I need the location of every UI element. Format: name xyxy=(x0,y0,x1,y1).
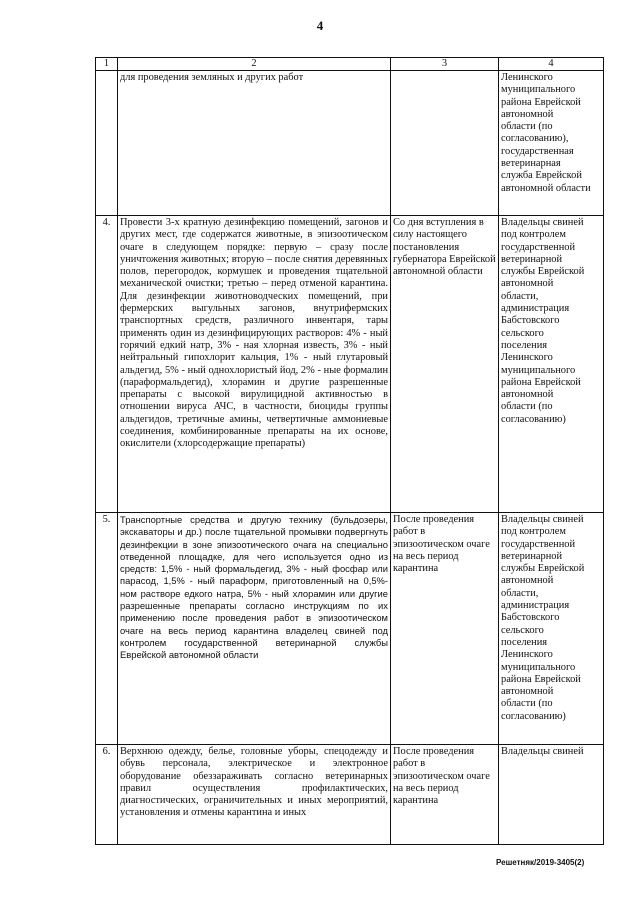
executors-cell xyxy=(499,513,604,745)
executor-line: Владельцы свиней xyxy=(501,746,584,757)
table-row xyxy=(96,513,604,745)
executor-line: Бабстовского xyxy=(501,612,560,624)
executor-line: Владельцы свиней xyxy=(501,514,584,525)
executor-line: государственная xyxy=(501,145,574,157)
header-cell: 4 xyxy=(499,58,604,71)
executor-line: согласованию) xyxy=(501,413,566,425)
executor-line: согласованию) xyxy=(501,710,566,722)
term-cell: Со дня вступления в силу настоящего постановления губернатора Еврейской автономной области xyxy=(391,216,499,513)
executor-line: сельского xyxy=(501,624,544,636)
executor-line: Владельцы свиней xyxy=(501,217,584,228)
table-row xyxy=(96,216,604,513)
header-cell: 2 xyxy=(118,58,391,71)
executor-line: ветеринарной xyxy=(501,550,563,562)
executor-line: ветеринарной xyxy=(501,253,563,265)
executor-line: Бабстовского xyxy=(501,315,560,327)
action-cell: Верхнюю одежду, белье, головные уборы, спецодежду и обувь персонала, электрическое и электронное оборудование обеззараживать согласно ветеринарных правил осуществления профилактических, диагностических, ограничительных и иных мероприятий, установления и отмены карантина и иных xyxy=(118,745,391,845)
row-number: 5. xyxy=(96,513,118,745)
action-cell: для проведения земляных и других работ xyxy=(118,71,391,216)
action-cell: Транспортные средства и другую технику (бульдозеры, экскаваторы и др.) после тщательной промывки подвергнуть дезинфекции в зоне эпизоотического очага на специально отведенной площадке, для чего используется одно из средств: 1,5% - ный формальдегид, 3% - ный фосфар или парасод, 1,5% - ный параформ, приготовленный на 0,5%-ном растворе едкого натра, 5% - ный хлорамин или другие разрешенные препараты согласно инструкциям по их применению после проведения работ в эпизоотическом очаге на весь период карантина владелец свиней под контролем государственной ветеринарной службы Еврейской автономной области xyxy=(118,513,391,745)
executor-line: области (по xyxy=(501,121,553,133)
term-cell xyxy=(391,71,499,216)
header-cell: 1 xyxy=(96,58,118,71)
executor-line: администрация xyxy=(501,303,570,315)
row-number: 4. xyxy=(96,216,118,513)
executor-line: автономной xyxy=(501,389,554,401)
row-number: 6. xyxy=(96,745,118,845)
executor-line: согласованию), xyxy=(501,133,569,145)
row-number xyxy=(96,71,118,216)
executor-line: службы Еврейской xyxy=(501,266,585,278)
document-code: Решетняк/2019-3405(2) xyxy=(496,858,585,867)
table-header-row xyxy=(96,58,604,71)
executor-line: муниципального xyxy=(501,84,576,96)
executor-line: автономной области xyxy=(501,182,591,194)
executor-line: области (по xyxy=(501,698,553,710)
executor-line: администрация xyxy=(501,600,570,612)
executor-line: области, xyxy=(501,587,539,599)
executor-line: ветеринарная xyxy=(501,158,561,170)
executors-cell xyxy=(499,216,604,513)
executor-line: автономной xyxy=(501,108,554,120)
executor-line: района Еврейской xyxy=(501,96,581,108)
table-row xyxy=(96,745,604,845)
executor-line: муниципального xyxy=(501,661,576,673)
executor-line: района Еврейской xyxy=(501,376,581,388)
executor-line: Ленинского xyxy=(501,649,553,661)
executor-line: Ленинского xyxy=(501,72,553,83)
executor-line: под контролем xyxy=(501,229,566,241)
header-cell: 3 xyxy=(391,58,499,71)
executor-line: под контролем xyxy=(501,526,566,538)
executor-line: государственной xyxy=(501,241,576,253)
executor-line: Ленинского xyxy=(501,352,553,364)
executor-line: автономной xyxy=(501,575,554,587)
page-number: 4 xyxy=(316,18,324,33)
term-cell: После проведения работ в эпизоотическом очаге на весь период карантина xyxy=(391,513,499,745)
executors-cell xyxy=(499,71,604,216)
executor-line: сельского xyxy=(501,327,544,339)
measures-table xyxy=(95,57,604,845)
executors-cell xyxy=(499,745,604,845)
executor-line: поселения xyxy=(501,636,548,648)
term-cell: После проведения работ в эпизоотическом очаге на весь период карантина xyxy=(391,745,499,845)
executor-line: муниципального xyxy=(501,364,576,376)
executor-line: области (по xyxy=(501,401,553,413)
executor-line: государственной xyxy=(501,538,576,550)
executor-line: автономной xyxy=(501,278,554,290)
executor-line: автономной xyxy=(501,686,554,698)
executor-line: службы Еврейской xyxy=(501,563,585,575)
executor-line: области, xyxy=(501,290,539,302)
executor-line: служба Еврейской xyxy=(501,170,582,182)
action-cell: Провести 3-х кратную дезинфекцию помещений, загонов и других мест, где содержатся животные, в эпизоотическом очаге в следующем порядке: первую – сразу после уничтожения животных; вторую – после снятия деревянных полов, перегородок, кормушек и проведения тщательной механической очистки; третью – перед отменой карантина. Для дезинфекции животноводческих помещений, при фермерских выгульных загонов, внутрифермских транспортных средств, различного инвентаря, тары применять один из дезинфицирующих растворов: 4% - ный горячий едкий натр, 3% - ная хлорная известь, 3% - ный нейтральный гипохлорит кальция, 1% - ный глутаровый альдегид, 5% - ный однохлористый йод, 2% - ные формалин (параформальдегид), хлорамин и другие разрешенные препараты с высокой вирулицидной активностью в отношении вируса АЧС, в частности, биоциды группы альдегидов, третичные амины, четвертичные аммониевые соединения, комбинированные препараты на их основе, окислители (хлорсодержащие препараты) xyxy=(118,216,391,513)
table-row xyxy=(96,71,604,216)
executor-line: района Еврейской xyxy=(501,673,581,685)
executor-line: поселения xyxy=(501,339,548,351)
